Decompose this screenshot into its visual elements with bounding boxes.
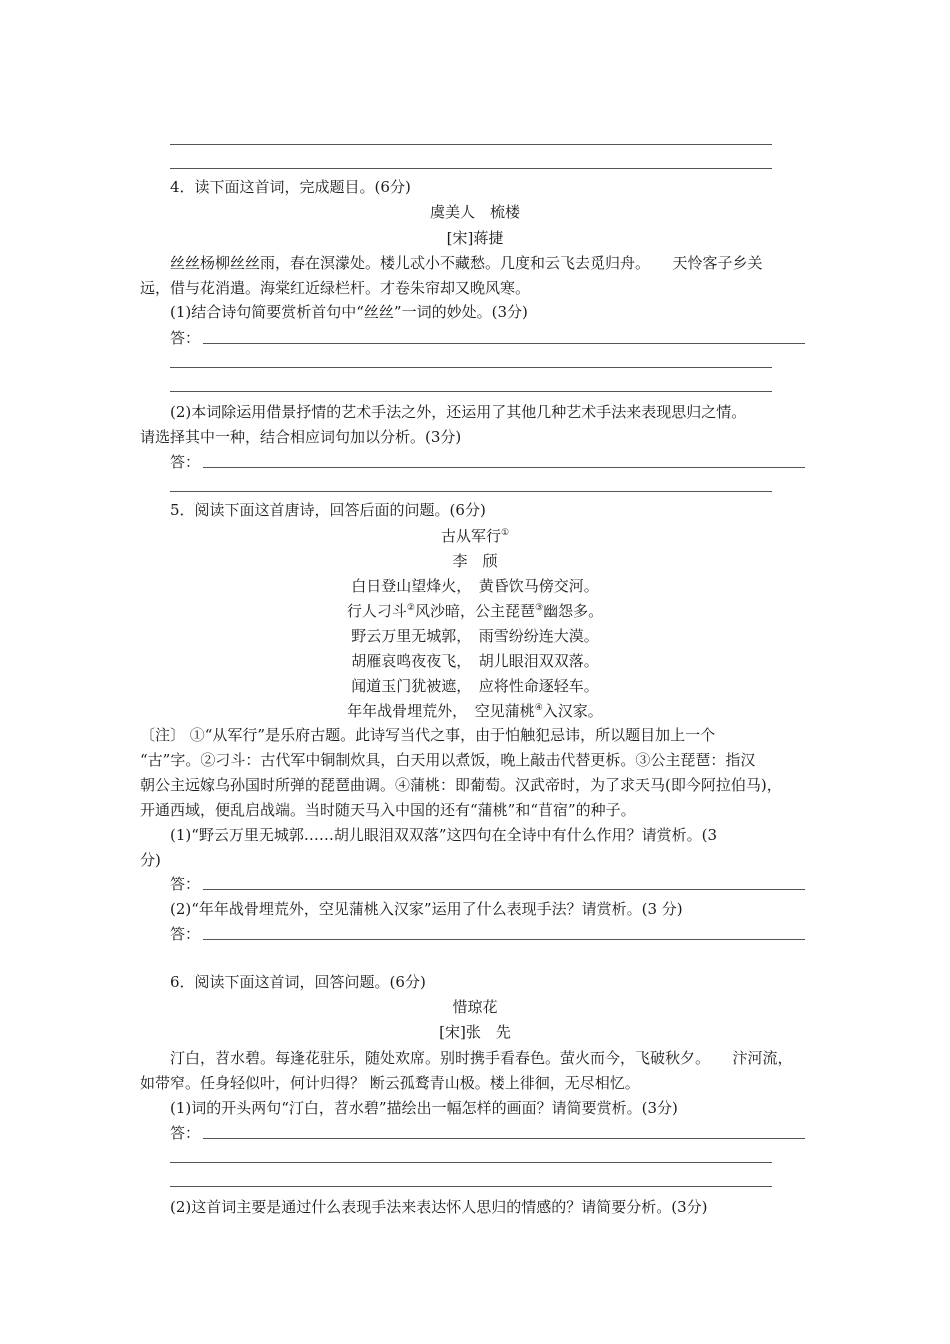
q6-poem-title: 惜琼花 (452, 998, 498, 1016)
answer-line (170, 168, 772, 169)
footnote-marker: ① (500, 528, 510, 538)
q4-poem-text: 远，借与花消遣。海棠红近绿栏杆。才卷朱帘却又晚风寒。 (140, 279, 531, 297)
answer-line (170, 144, 772, 145)
answer-label: 答： (170, 453, 201, 471)
q4-stem: 4．读下面这首词，完成题目。(6分) (170, 178, 411, 196)
q4-sub2: 请选择其中一种，结合相应词句加以分析。(3分) (140, 428, 462, 446)
q4-poem-title: 虞美人 梳楼 (429, 203, 520, 221)
poem-line: 闻道玉门犹被遮， 应将性命逐轻车。 (351, 677, 599, 695)
answer-field[interactable] (203, 343, 805, 344)
q5-poem-author: 李 颀 (452, 552, 498, 570)
answer-label: 答： (170, 925, 201, 943)
answer-field[interactable] (203, 467, 805, 468)
q4-poem-text: 丝丝杨柳丝丝雨，春在溟濛处。楼儿忒小不藏愁。几度和云飞去觅归舟。 天怜客子乡关 (170, 254, 763, 272)
q5-sub1: (1)“野云万里无城郭……胡儿眼泪双双落”这四句在全诗中有什么作用？请赏析。(3 (170, 826, 717, 844)
poem-line: 胡雁哀鸣夜夜飞， 胡儿眼泪双双落。 (351, 652, 599, 670)
q6-poem-text: 如带窄。任身轻似叶，何计归得？ 断云孤鹜青山极。楼上徘徊，无尽相忆。 (140, 1074, 640, 1092)
q5-note: “古”字。②刁斗：古代军中铜制炊具，白天用以煮饭，晚上敲击代替更柝。③公主琵琶：指汉 (140, 751, 756, 769)
q5-note: 开通西域，便乱启战端。当时随天马入中国的还有“蒲桃”和“苜宿”的种子。 (140, 801, 636, 819)
q4-sub1: (1)结合诗句简要赏析首句中“丝丝”一词的妙处。(3分) (170, 303, 528, 321)
q6-stem: 6．阅读下面这首词，回答问题。(6分) (170, 973, 426, 991)
answer-field[interactable] (203, 889, 805, 890)
q4-poem-author: [宋]蒋捷 (446, 229, 504, 247)
q4-sub2: (2)本词除运用借景抒情的艺术手法之外，还运用了其他几种艺术手法来表现思归之情。 (170, 403, 747, 421)
q6-sub2: (2)这首词主要是通过什么表现手法来表达怀人思归的情感的？请简要分析。(3分) (170, 1198, 708, 1216)
q6-sub1: (1)词的开头两句“汀白，苕水碧”描绘出一幅怎样的画面？请简要赏析。(3分) (170, 1099, 678, 1117)
answer-line (170, 391, 772, 392)
poem-line: 野云万里无城郭， 雨雪纷纷连大漠。 (351, 627, 599, 645)
answer-label: 答： (170, 1124, 201, 1142)
q5-note: 〔注〕 ①“从军行”是乐府古题。此诗写当代之事，由于怕触犯忌讳，所以题目加上一个 (140, 726, 716, 744)
poem-line: 白日登山望烽火， 黄昏饮马傍交河。 (351, 577, 599, 595)
q5-note: 朝公主远嫁乌孙国时所弹的琵琶曲调。④蒲桃：即葡萄。汉武帝时，为了求天马(即今阿拉伯马)， (140, 776, 782, 794)
answer-line (170, 367, 772, 368)
q5-poem-title: 古从军行① (440, 527, 510, 545)
q5-stem: 5．阅读下面这首唐诗，回答后面的问题。(6分) (170, 501, 486, 519)
q5-sub1: 分) (140, 851, 161, 869)
q5-sub2: (2)“年年战骨埋荒外，空见蒲桃入汉家”运用了什么表现手法？请赏析。(3 分) (170, 900, 683, 918)
answer-label: 答： (170, 875, 201, 893)
answer-line (170, 491, 772, 492)
answer-field[interactable] (203, 939, 805, 940)
answer-field[interactable] (203, 1138, 805, 1139)
q6-poem-text: 汀白，苕水碧。每逢花驻乐，随处欢席。别时携手看春色。萤火而今，飞破秋夕。 汴河流， (170, 1049, 793, 1067)
answer-line (170, 1162, 772, 1163)
answer-line (170, 1186, 772, 1187)
answer-label: 答： (170, 329, 201, 347)
poem-line: 年年战骨埋荒外， 空见蒲桃④入汉家。 (347, 702, 603, 720)
poem-line: 行人刁斗②风沙暗，公主琵琶③幽怨多。 (346, 602, 604, 620)
q6-poem-author: [宋]张 先 (439, 1023, 511, 1041)
